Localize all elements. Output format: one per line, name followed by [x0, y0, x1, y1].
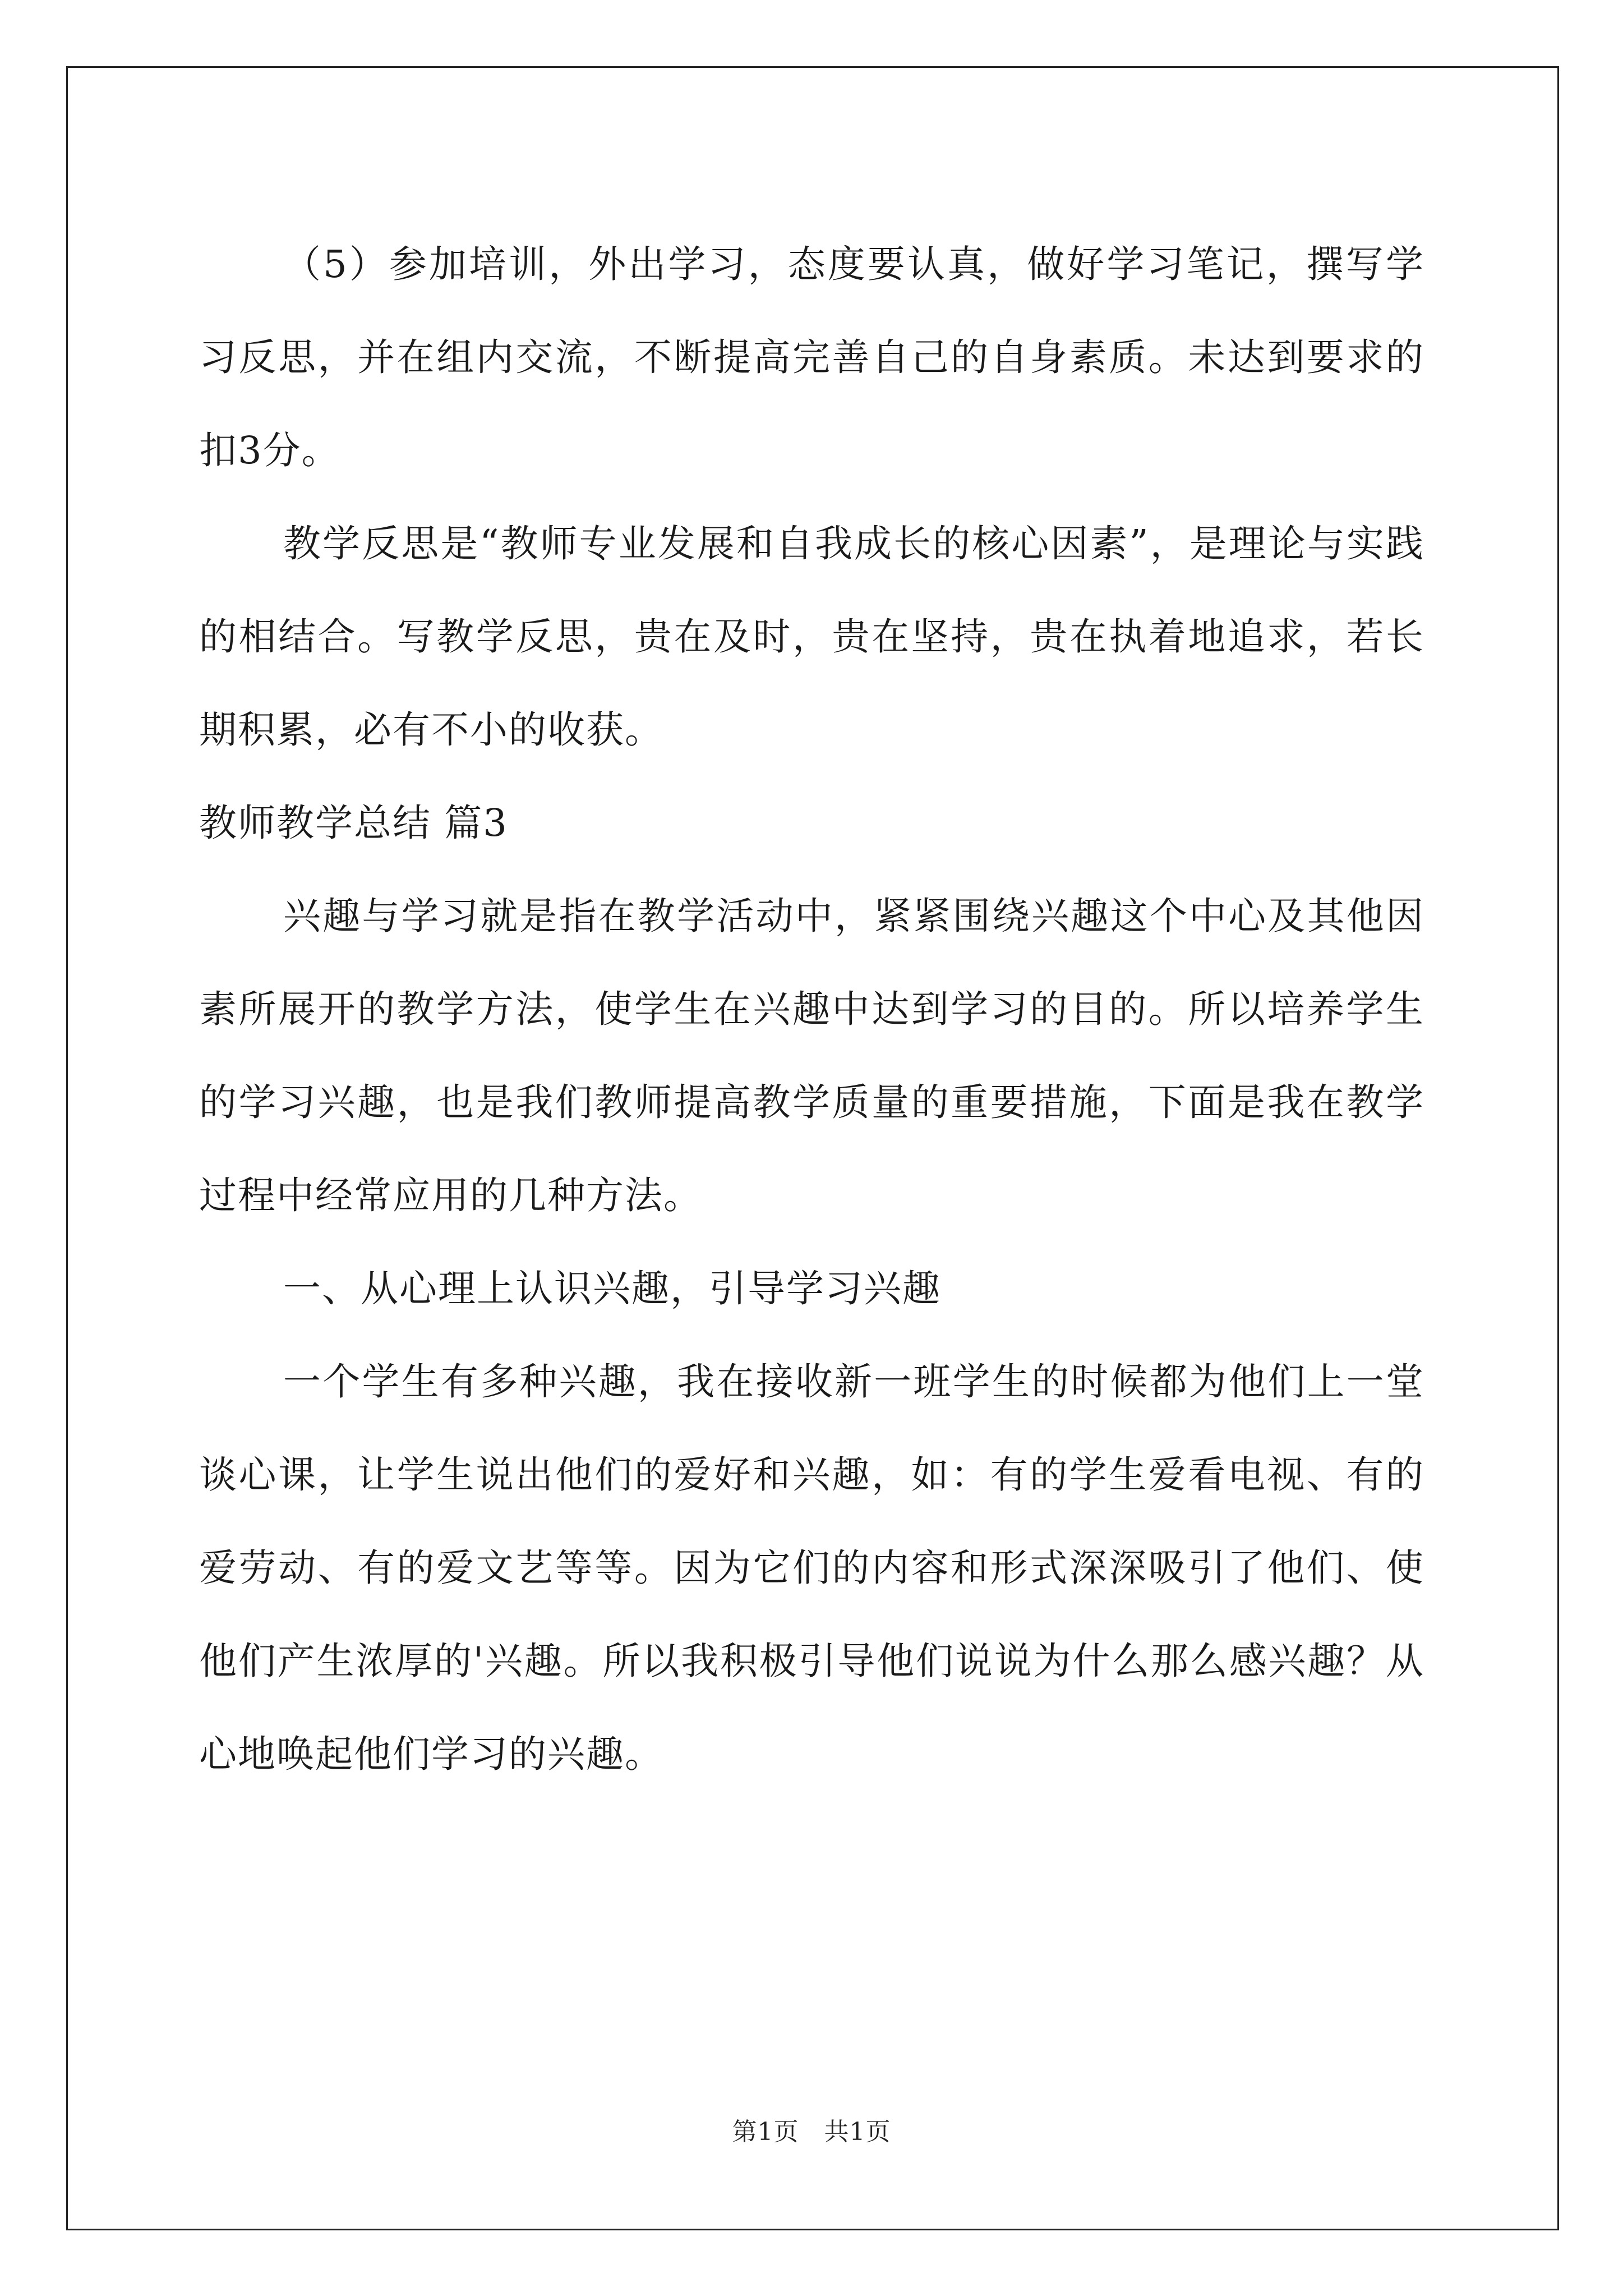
subheading-interest: 一、从心理上认识兴趣，引导学习兴趣 [283, 1267, 941, 1310]
page-number: 第1页 共1页 [732, 2118, 891, 2146]
section-heading: 教师教学总结 篇3 [199, 801, 508, 845]
paragraph-teaching-reflection: 教学反思是“教师专业发展和自我成长的核心因素”，是理论与实践的相结合。写教学反思，贵在及时，贵在坚持，贵在执着地追求，若长期积累，必有不小的收获。 [199, 522, 1424, 752]
document-body [199, 218, 1424, 1801]
paragraph-interest-learning: 兴趣与学习就是指在教学活动中，紧紧围绕兴趣这个中心及其他因素所展开的教学方法，使学生在兴趣中达到学习的目的。所以培养学生的学习兴趣，也是我们教师提高教学质量的重要措施，下面是我在教学过程中经常应用的几种方法。 [199, 894, 1424, 1217]
paragraph-student-interests: 一个学生有多种兴趣，我在接收新一班学生的时候都为他们上一堂谈心课，让学生说出他们的爱好和兴趣，如：有的学生爱看电视、有的爱劳动、有的爱文艺等等。因为它们的内容和形式深深吸引了他们、使他们产生浓厚的'兴趣。所以我积极引导他们说说为什么那么感兴趣？从心地唤起他们学习的兴趣。 [199, 1360, 1424, 1776]
paragraph-training-requirement: （5）参加培训，外出学习，态度要认真，做好学习笔记，撰写学习反思，并在组内交流，不断提高完善自己的自身素质。未达到要求的扣3分。 [199, 242, 1424, 472]
